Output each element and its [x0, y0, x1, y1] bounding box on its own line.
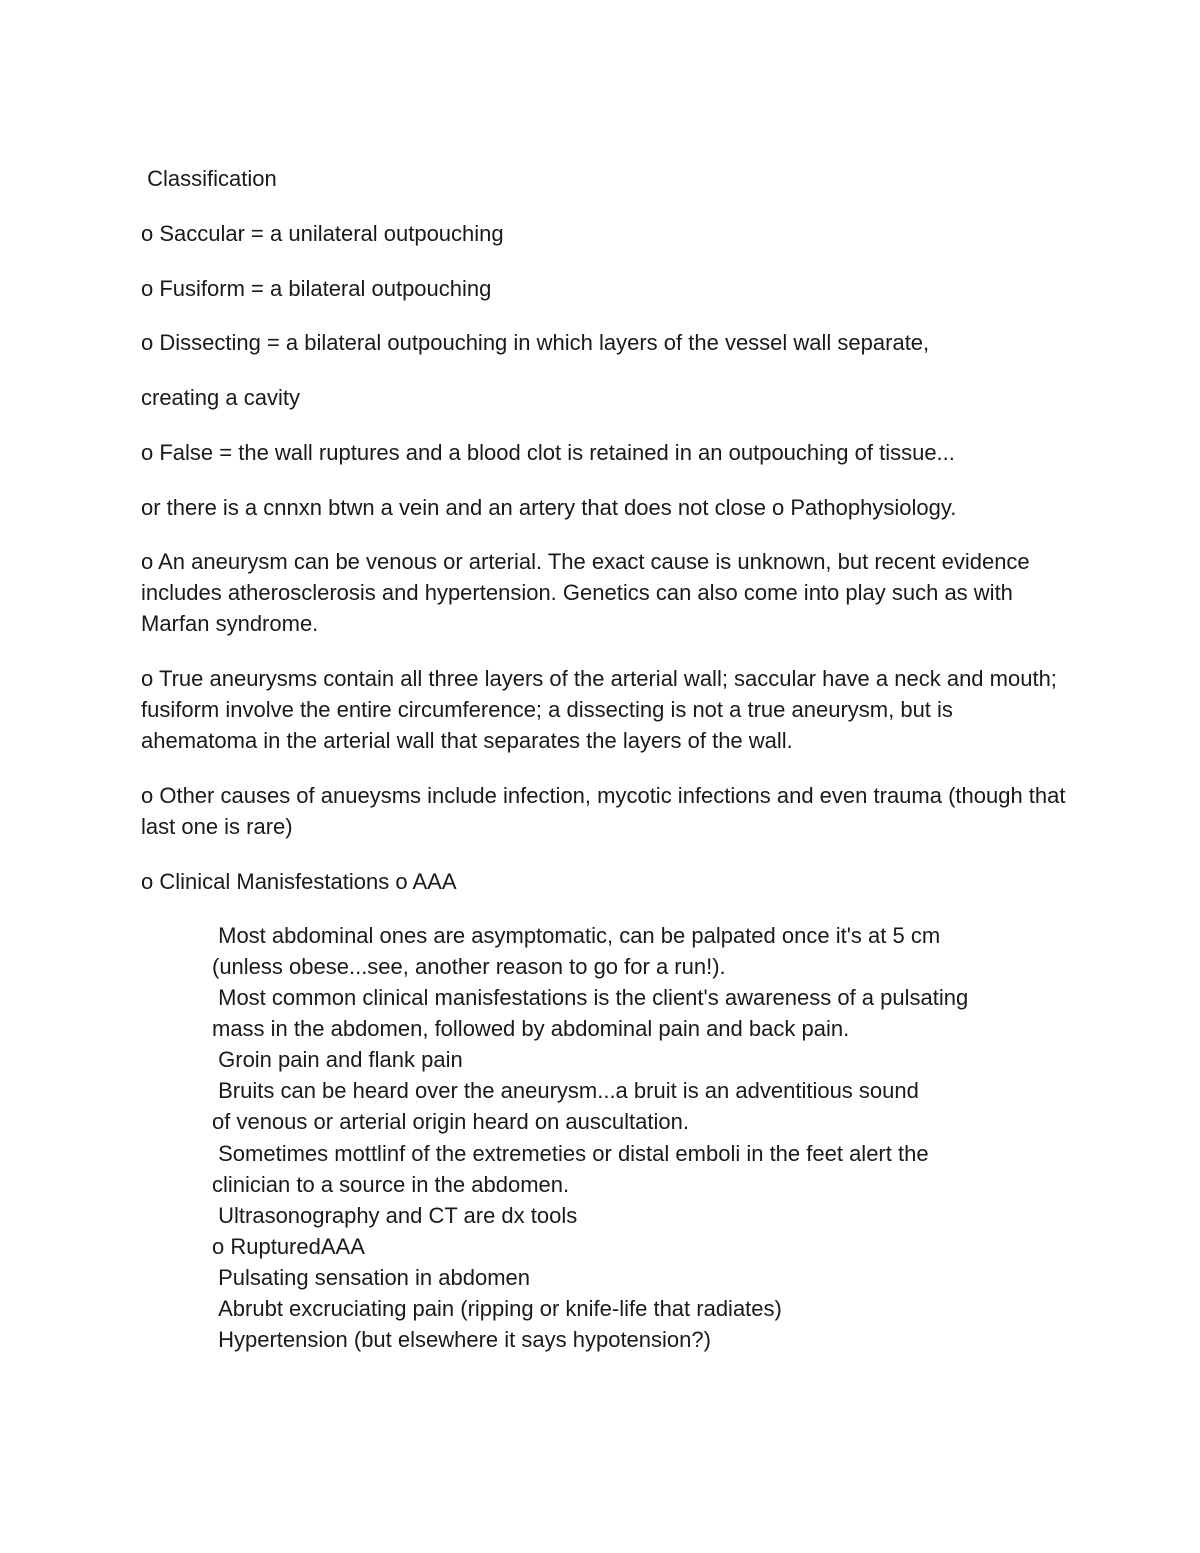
indented-line: Bruits can be heard over the aneurysm...a bruit is an adventitious sound: [212, 1078, 919, 1103]
section-heading: Classification: [141, 166, 277, 191]
paragraph-clinical-manifestations: o Clinical Manisfestations o AAA: [141, 869, 457, 894]
paragraph-fusiform: o Fusiform = a bilateral outpouching: [141, 276, 492, 301]
paragraph-aneurysm-causes: o An aneurysm can be venous or arterial. The exact cause is unknown, but recent evidence includes atherosclerosis and hypertension. Genetics can also come into play such as with Marfan syndrome.: [141, 549, 1036, 636]
indented-line: Ultrasonography and CT are dx tools: [212, 1203, 578, 1228]
indented-line: o RupturedAAA: [212, 1234, 365, 1259]
indented-line: Abrubt excruciating pain (ripping or knife-life that radiates): [212, 1296, 782, 1321]
paragraph-dissecting-cont: creating a cavity: [141, 385, 300, 410]
indented-line: Groin pain and flank pain: [212, 1047, 463, 1072]
paragraph-other-causes: o Other causes of anueysms include infection, mycotic infections and even trauma (though that last one is rare): [141, 783, 1072, 839]
indented-line: clinician to a source in the abdomen.: [212, 1172, 570, 1197]
indented-line: Pulsating sensation in abdomen: [212, 1265, 531, 1290]
paragraph-dissecting: o Dissecting = a bilateral outpouching in which layers of the vessel wall separate,: [141, 330, 930, 355]
indented-line: Most abdominal ones are asymptomatic, can be palpated once it's at 5 cm: [212, 923, 941, 948]
indented-line: Hypertension (but elsewhere it says hypotension?): [212, 1327, 711, 1352]
paragraph-saccular: o Saccular = a unilateral outpouching: [141, 221, 504, 246]
indented-line: mass in the abdomen, followed by abdominal pain and back pain.: [212, 1016, 850, 1041]
paragraph-true-aneurysms: o True aneurysms contain all three layers of the arterial wall; saccular have a neck and mouth; fusiform involve the entire circumference; a dissecting is not a true aneurysm, but is ahematoma in the arterial wall that separates the layers of the wall.: [141, 666, 1064, 753]
indented-line: Sometimes mottlinf of the extremeties or distal emboli in the feet alert the: [212, 1141, 929, 1166]
indented-line: (unless obese...see, another reason to go for a run!).: [212, 954, 726, 979]
indented-line: of venous or arterial origin heard on auscultation.: [212, 1109, 689, 1134]
paragraph-false-cont: or there is a cnnxn btwn a vein and an artery that does not close o Pathophysiology.: [141, 495, 957, 520]
paragraph-false: o False = the wall ruptures and a blood clot is retained in an outpouching of tissue...: [141, 440, 955, 465]
indented-line: Most common clinical manisfestations is the client's awareness of a pulsating: [212, 985, 969, 1010]
